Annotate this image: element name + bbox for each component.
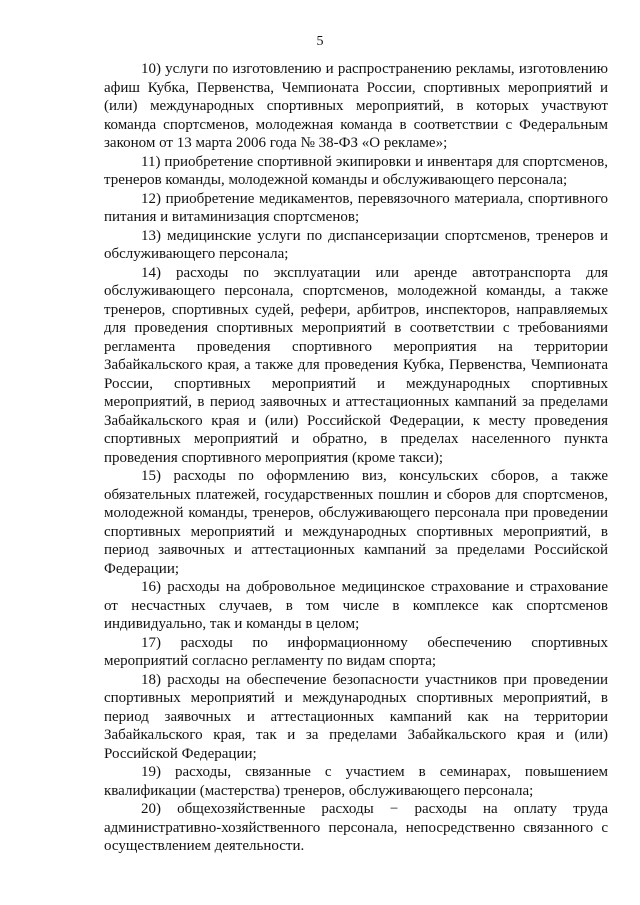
- list-item-18: 18) расходы на обеспечение безопасности участников при проведении спортивных мероприятий и международных спортивных мероприятий, в период заявочных и аттестационных кампаний как на территории Забайкальского края, так и за пределами Забайкальского края и (или) Российской Федерации;: [104, 671, 608, 762]
- list-item-17: 17) расходы по информационному обеспечению спортивных мероприятий согласно регламенту по видам спорта;: [104, 634, 608, 669]
- list-item-14: 14) расходы по эксплуатации или аренде автотранспорта для обслуживающего персонала, спортсменов, молодежной команды, а также тренеров, спортивных судей, рефери, арбитров, инспекторов, направляемых для проведения спортивных мероприятий в соответствии с требованиями регламента проведения спортивного мероприятия на территории Забайкальского края, а также для проведения Кубка, Первенства, Чемпионата России, спортивных мероприятий и международных спортивных мероприятий, в период заявочных и аттестационных кампаний за пределами Забайкальского края и (или) Российской Федерации, к месту проведения спортивных мероприятий и обратно, в пределах населенного пункта проведения спортивного мероприятия (кроме такси);: [104, 264, 608, 466]
- list-item-13: 13) медицинские услуги по диспансеризации спортсменов, тренеров и обслуживающего персонала;: [104, 227, 608, 262]
- list-item-11: 11) приобретение спортивной экипировки и инвентаря для спортсменов, тренеров команды, молодежной команды и обслуживающего персонала;: [104, 153, 608, 188]
- document-body: [104, 60, 608, 856]
- page-number: 5: [316, 34, 324, 49]
- list-item-16: 16) расходы на добровольное медицинское страхование и страхование от несчастных случаев, в том числе в комплексе как спортсменов индивидуально, так и команды в целом;: [104, 579, 608, 632]
- list-item-15: 15) расходы по оформлению виз, консульских сборов, а также обязательных платежей, государственных пошлин и сборов для спортсменов, молодежной команды, тренеров, обслуживающего персонала при проведении спортивных мероприятий и международных спортивных мероприятий, в период заявочных и аттестационных кампаний за пределами Российской Федерации;: [104, 468, 608, 577]
- list-item-12: 12) приобретение медикаментов, перевязочного материала, спортивного питания и витаминизация спортсменов;: [104, 190, 608, 225]
- list-item-19: 19) расходы, связанные с участием в семинарах, повышением квалификации (мастерства) тренеров, обслуживающего персонала;: [104, 764, 608, 799]
- list-item-10: 10) услуги по изготовлению и распространению рекламы, изготовлению афиш Кубка, Первенства, Чемпионата России, спортивных мероприятий и (или) международных спортивных мероприятий, в которых участвуют команда спортсменов, молодежная команда в соответствии с Федеральным законом от 13 марта 2006 года № 38-ФЗ «О рекламе»;: [104, 61, 608, 151]
- list-item-20: 20) общехозяйственные расходы − расходы на оплату труда административно-хозяйственного персонала, непосредственно связанного с осуществлением деятельности.: [104, 801, 608, 854]
